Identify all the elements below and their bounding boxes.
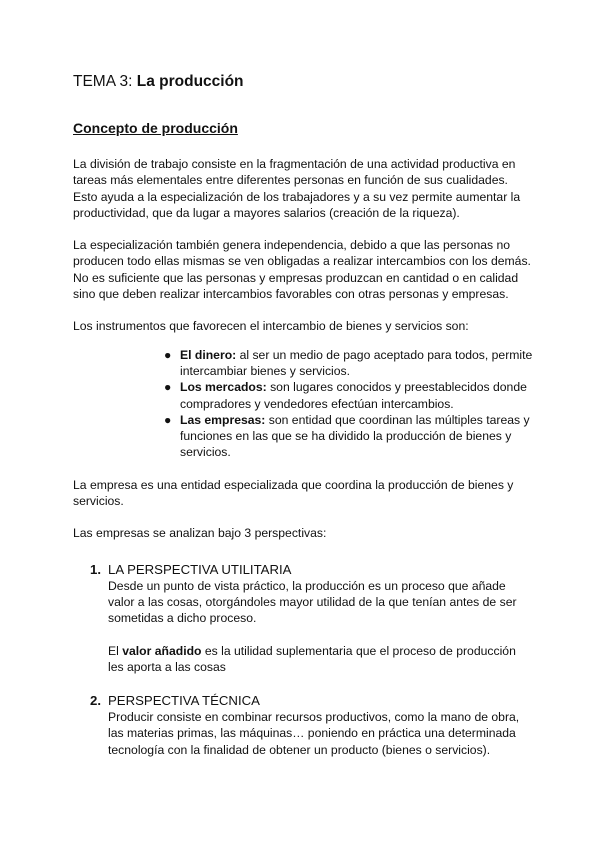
- section-body: Desde un punto de vista práctico, la producción es un proceso que añade valor a las cosas, otorgándoles mayor utilidad de la que tenían antes de ser sometidas a dicho proceso.: [108, 578, 517, 626]
- list-item-bold: Los mercados:: [180, 380, 267, 395]
- list-item-dinero: [164, 347, 533, 380]
- list-item-mercados: [164, 379, 533, 412]
- perspective-tecnica: [73, 692, 533, 758]
- list-item-text: son lugares conocidos y preestablecidos donde compradores y vendedores efectúan intercambios.: [180, 380, 527, 411]
- perspectives-list: [73, 561, 533, 758]
- list-item-text: al ser un medio de pago aceptado para todos, permite intercambiar bienes y servicios.: [180, 347, 533, 378]
- paragraph-instrumentos: Los instrumentos que favorecen el intercambio de bienes y servicios son:: [73, 319, 469, 334]
- list-item-bold: Las empresas:: [180, 412, 266, 427]
- paragraph-empresa: La empresa es una entidad especializada que coordina la producción de bienes y servicios.: [73, 477, 514, 509]
- section-heading: PERSPECTIVA TÉCNICA: [108, 693, 260, 709]
- list-item-bold: El dinero:: [180, 347, 237, 362]
- section-body: Producir consiste en combinar recursos productivos, como la mano de obra, las materias primas, las máquinas… poniendo en práctica una determinada tecnología con la finalidad de obtener un producto (bienes o servicios).: [108, 710, 520, 757]
- paragraph-especializacion: La especialización también genera independencia, debido a que las personas no producen todo ellas mismas se ven obligadas a realizar intercambios con los demás. No es suficiente que las personas y empresas produzcan en cantidad o en calidad sino que deben realizar intercambios favorables con otras personas y empresas.: [73, 238, 531, 302]
- bullet-icon: ●: [164, 380, 172, 395]
- paragraph-perspectivas: Las empresas se analizan bajo 3 perspectivas:: [73, 526, 327, 541]
- extra-prefix: El: [108, 643, 123, 658]
- section-subtitle: Concepto de producción: [73, 120, 238, 136]
- section-heading: LA PERSPECTIVA UTILITARIA: [108, 561, 292, 577]
- perspective-utilitaria: [73, 561, 533, 675]
- title-rest: La producción: [132, 73, 244, 90]
- extra-rest: es la utilidad suplementaria que el proceso de producción les aporta a las cosas: [108, 643, 516, 674]
- list-item-empresas: [164, 412, 533, 461]
- title-prefix: TEMA 3:: [73, 73, 133, 90]
- document-page: [73, 72, 533, 758]
- section-extra: [108, 643, 533, 676]
- page-title: [73, 72, 533, 92]
- bullet-icon: ●: [164, 412, 172, 427]
- section-number: 1.: [90, 561, 101, 577]
- extra-bold: valor añadido: [122, 643, 202, 658]
- bullet-icon: ●: [164, 347, 172, 362]
- paragraph-division-trabajo: La división de trabajo consiste en la fragmentación de una actividad productiva en tareas más elementales entre diferentes personas en función de sus cualidades. Esto ayuda a la especialización de los trabajadores y a su vez permite aumentar la productividad, que da lugar a mayores salarios (creación de la riqueza).: [73, 157, 521, 220]
- instruments-list: [73, 347, 533, 461]
- list-item-text: son entidad que coordinan las múltiples tareas y funciones en las que se ha dividido la producción de bienes y servicios.: [180, 412, 530, 460]
- section-number: 2.: [90, 693, 101, 709]
